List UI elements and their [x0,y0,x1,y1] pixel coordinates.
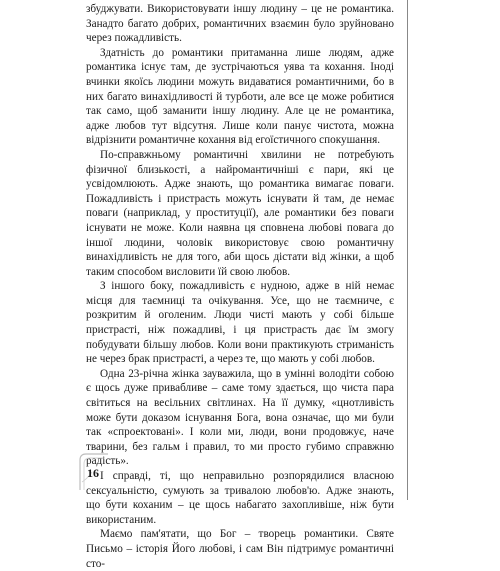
paragraph-1: збуджувати. Використовувати іншу людину – це не романтика. Занадто багато добрих, романтичних взаємин було зруйновано через пожадливість. [86,3,394,45]
paragraph-2: Здатність до романтики притаманна лише людям, адже романтика існує там, де зустрічаються уява та кохання. Іноді вчинки якоїсь людини можуть видаватися романтичними, бо в них багато винахідливості й турботи, але все це може робитися так само, щоб заманити іншу людину. Але це не романтика, адже любов тут відсутня. Лише коли панує чистота, можна відрізнити романтичне кохання від егоїстичного спокушання. [86,46,394,147]
page-edge-rule [407,0,408,500]
body-text [86,2,394,571]
paragraph-5: Одна 23-річна жінка зауважила, що в умінні володіти собою є щось дуже привабливе – саме тому здається, що чиста пара світиться на весільних світлинах. На її думку, «цнотливість може бути доказом існування Бога, вона означає, що ми були так «спроектовані». І коли ми, люди, вони продовжує, наче тварини, без гальм і правил, то ми просто губимо справжню радість». [86,367,394,468]
paragraph-4: З іншого боку, пожадливість є нудною, адже в ній немає місця для таємниці та очікування. Усе, що не таємниче, є розкритим й оголеним. Люди чисті мають у собі більше пристрасті, ніж пожадливі, і ця пристрасть дає їм змогу побудувати більшу любов. Коли вони практикують стриманість не через брак пристрасті, а через те, що мають у собі любов. [86,280,394,366]
paragraph-3: По-справжньому романтичні хвилини не потребують фізичної близькості, а найромантичніші є пари, які це усвідомлюють. Адже знають, що романтика вимагає поваги. Пожадливість і пристрасть можуть існувати й там, де немає поваги (наприклад, у проституції), але романтики без поваги існувати не може. Коли наявна ця сповнена любові повага до іншої людини, чоловік використовує свою романтичну винахідливість не для того, аби щось дістати від жінки, а щоб таким способом висловити їй свою любов. [86,148,394,278]
page-number: 16 [87,466,99,480]
paragraph-7: Маємо пам'ятати, що Бог – творець романтики. Святе Письмо – історія Його любові, і сам Він підтримує романтичні сто- [86,528,394,570]
paragraph-6: І справді, ті, що неправильно розпорядилися власною сексуальністю, сумують за тривалою любов'ю. Адже знають, що бути коханим – це щось набагато захопливіше, ніж бути використаним. [86,470,394,526]
